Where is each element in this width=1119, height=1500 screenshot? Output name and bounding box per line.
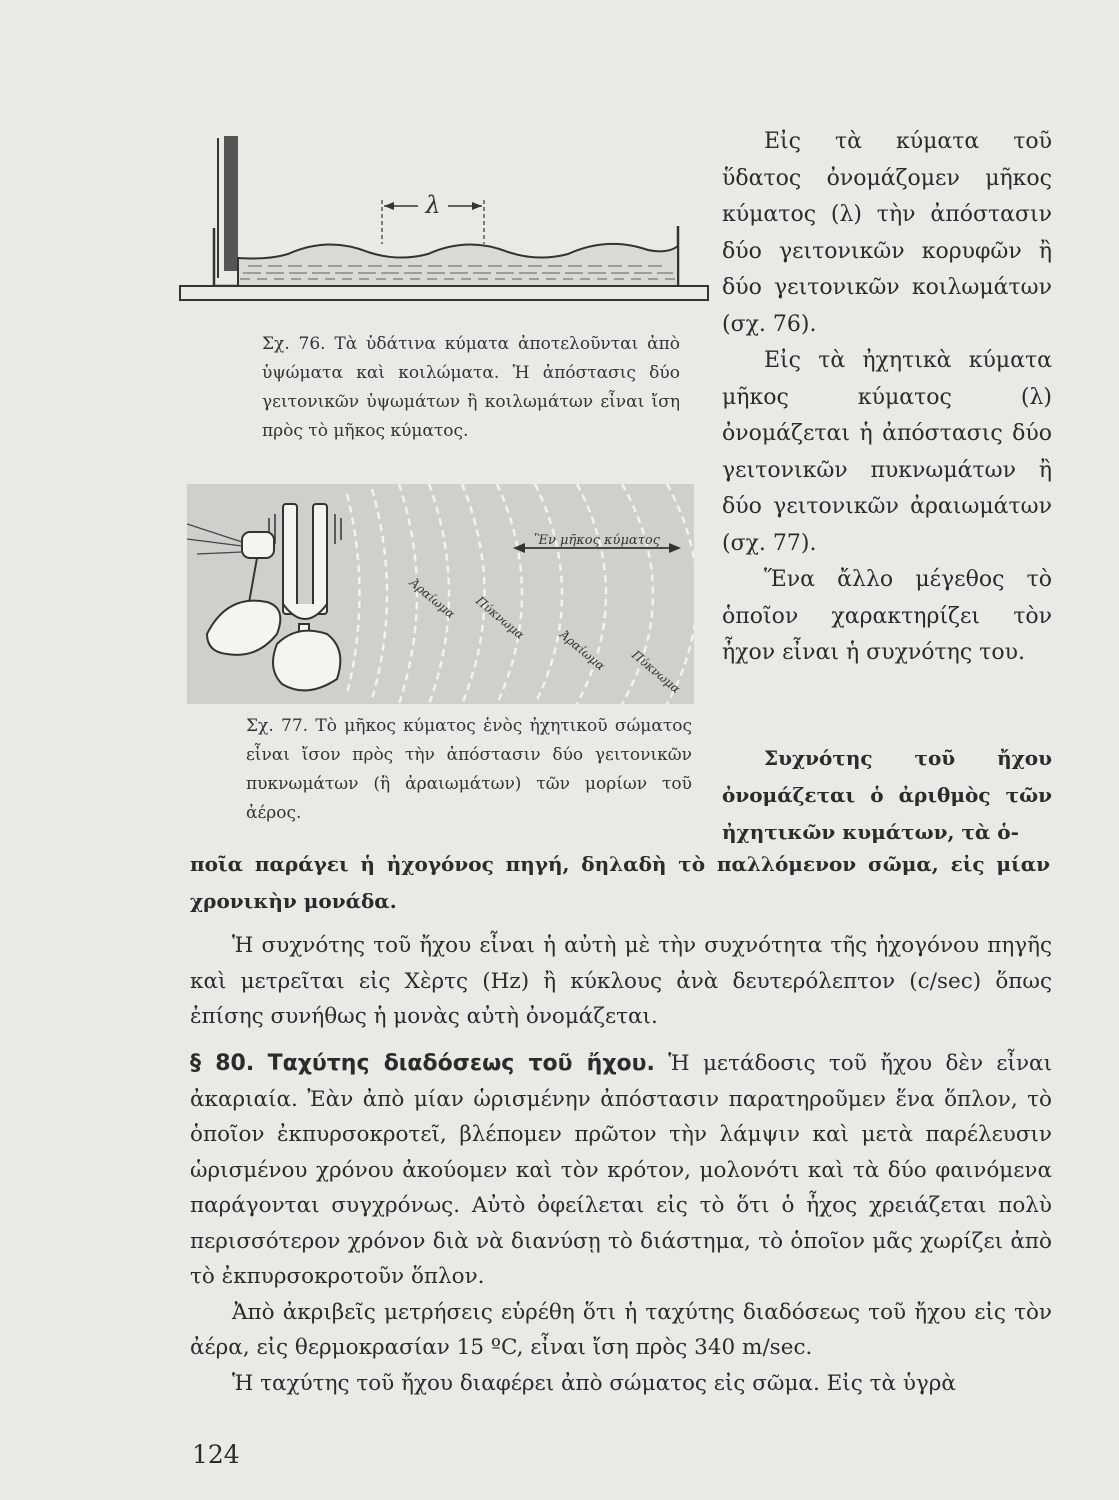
definition-part-1-text: Συχνότης τοῦ ἤχου ὀνομάζεται ὁ ἀριθμὸς τῶν ἠχητικῶν κυμάτων, τὰ ὁ- — [722, 746, 1052, 844]
figure-76-water-waves — [178, 128, 713, 308]
body-frequency — [190, 928, 1052, 1035]
label-compression-2: Πύκνωμα — [629, 647, 683, 696]
section-80-text: Ἡ μετάδοσις τοῦ ἤχου δὲν εἶναι ἀκαριαία. Ἐὰν ἀπὸ μίαν ὡρισμένην ἀπόστασιν παρατηροῦμεν ἕνα ὅπλον, τὸ ὁποῖον ἐκπυρσοκροτεῖ, βλέπομεν πρῶτον τὴν λάμψιν καὶ μετὰ παρέλευσιν ὡρισμένου χρόνου ἀκούομεν καὶ τὸν κρότον, μολονότι καὶ τὰ δύο φαινόμενα παράγονται συγχρόνως. Αὐτὸ ὀφείλεται εἰς τὸ ὅτι ὁ ἦχος χρειάζεται πολὺ περισσότερον χρόνον διὰ νὰ διανύσῃ τὸ διάστημα, τὸ ὁποῖον μᾶς χωρίζει ἀπὸ τὸ ἐκπυρσοκροτοῦν ὅπλον. — [190, 1051, 1052, 1289]
figure-76-caption — [262, 330, 680, 446]
figure-77-caption-text: Σχ. 77. Τὸ μῆκος κύματος ἑνὸς ἠχητικοῦ σώματος εἶναι ἴσον πρὸς τὴν ἀπόστασιν δύο γειτονικῶν πυκνωμάτων (ἢ ἀραιωμάτων) τῶν μορίων τοῦ ἀέρος. — [246, 716, 692, 823]
label-rarefaction-1: Ἀραίωμα — [407, 575, 458, 622]
paragraph-frequency-intro: Ἕνα ἄλλο μέγεθος τὸ ὁποῖον χαρακτηρίζει τὸν ἦχον εἶναι ἡ συχνότης του. — [722, 567, 1052, 665]
paragraph-water-wavelength: Εἰς τὰ κύματα τοῦ ὕδατος ὀνομάζομεν μῆκος κύματος (λ) τὴν ἀπόστασιν δύο γειτονικῶν κορυφῶν ἢ δύο γειτονικῶν κοιλωμάτων (σχ. 76). — [722, 129, 1052, 337]
paragraph-speed-in-air: Ἀπὸ ἀκριβεῖς μετρήσεις εὑρέθη ὅτι ἡ ταχύτης διαδόσεως τοῦ ἤχου εἰς τὸν ἀέρα, εἰς θερμοκρασίαν 15 ºC, εἶναι ἴση πρὸς 340 m/sec. — [190, 1299, 1052, 1360]
label-rarefaction-2: Ἀραίωμα — [557, 627, 608, 674]
right-column-text — [722, 124, 1052, 672]
section-number: § 80. — [190, 1051, 255, 1076]
section-80-paragraph — [190, 1046, 1052, 1295]
paragraph-sound-wavelength: Εἰς τὰ ἠχητικὰ κύματα μῆκος κύματος (λ) ὀνομάζεται ἡ ἀπόστασις δύο γειτονικῶν πυκνωμάτων ἢ δύο γειτονικῶν ἀραιωμάτων (σχ. 77). — [722, 348, 1052, 556]
label-wavelength: Ἓν μῆκος κύματος — [534, 533, 660, 548]
definition-part-2 — [190, 846, 1050, 920]
definition-part-2-text: ποῖα παράγει ἡ ἠχογόνος πηγή, δηλαδὴ τὸ παλλόμενον σῶμα, εἰς μίαν χρονικὴν μονάδα. — [190, 852, 1050, 913]
label-compression-1: Πύκνωμα — [473, 593, 527, 642]
figure-77-sound-waves — [187, 484, 694, 704]
page-number: 124 — [192, 1440, 240, 1469]
lambda-label: λ — [425, 191, 441, 219]
definition-part-1 — [722, 740, 1052, 851]
section-80 — [190, 1046, 1052, 1401]
figure-77-caption — [246, 712, 692, 828]
paragraph-speed-differs: Ἡ ταχύτης τοῦ ἤχου διαφέρει ἀπὸ σώματος εἰς σῶμα. Εἰς τὰ ὑγρὰ — [232, 1370, 956, 1396]
paragraph-frequency-units: Ἡ συχνότης τοῦ ἤχου εἶναι ἡ αὐτὴ μὲ τὴν συχνότητα τῆς ἠχογόνου πηγῆς καὶ μετρεῖται εἰς Χὲρτς (Hz) ἢ κύκλους ἀνὰ δευτερόλεπτον (c/sec) ὅπως ἐπίσης συνήθως ἡ μονὰς αὐτὴ ὀνομάζεται. — [190, 933, 1052, 1029]
section-title: Ταχύτης διαδόσεως τοῦ ἤχου. — [267, 1051, 655, 1076]
figure-76-caption-text: Σχ. 76. Τὰ ὑδάτινα κύματα ἀποτελοῦνται ἀπὸ ὑψώματα καὶ κοιλώματα. Ἡ ἀπόστασις δύο γειτονικῶν ὑψωμάτων ἢ κοιλωμάτων εἶναι ἴση πρὸς τὸ μῆκος κύματος. — [262, 334, 680, 441]
